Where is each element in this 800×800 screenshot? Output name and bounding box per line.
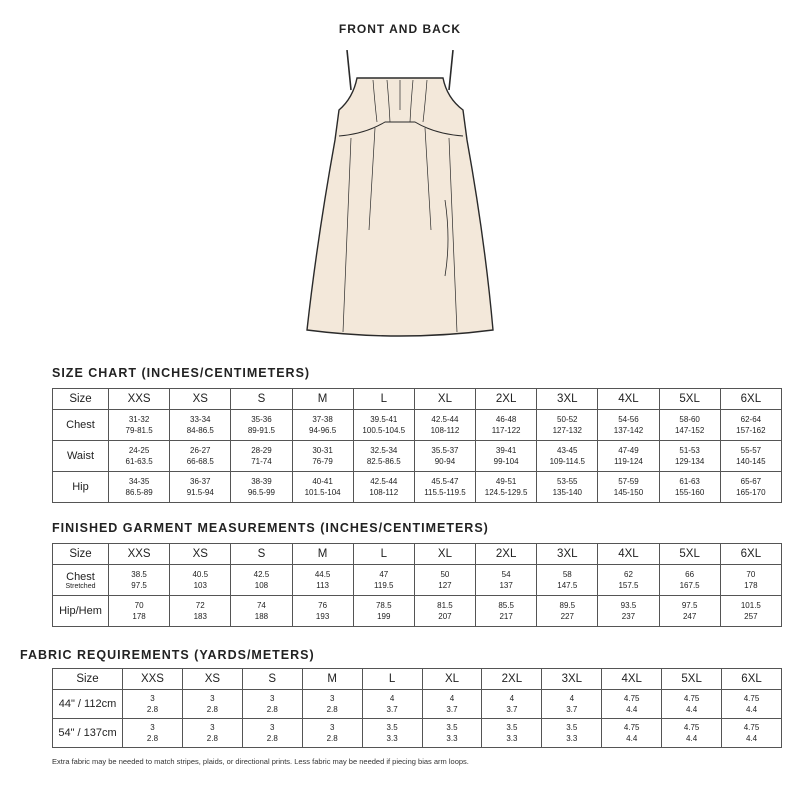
table-cell: 81.5 207 [414,596,475,627]
table-cell: 39.5-41 100.5-104.5 [353,410,414,441]
finished-measurements-table [52,543,782,627]
table-cell: 35.5-37 90-94 [414,441,475,472]
finished-measurements-title: FINISHED GARMENT MEASUREMENTS (INCHES/CENTIMETERS) [52,521,489,535]
table-cell: 37-38 94-96.5 [292,410,353,441]
header-size-m: M [292,389,353,410]
table-cell: 3 2.8 [182,690,242,719]
table-cell: 50 127 [414,565,475,596]
table-cell: 3 2.8 [182,719,242,748]
table-cell: 28-29 71-74 [231,441,292,472]
table-cell: 42.5-44 108-112 [414,410,475,441]
header-size-xs: XS [182,669,242,690]
table-cell: 61-63 155-160 [659,472,720,503]
table-cell: 38-39 96.5-99 [231,472,292,503]
table-cell: 39-41 99-104 [476,441,537,472]
header-size-label: Size [53,389,109,410]
header-size-6xl: 6XL [720,389,781,410]
table-cell: 44.5 113 [292,565,353,596]
header-size-l: L [353,389,414,410]
header-size-3xl: 3XL [537,389,598,410]
table-row [53,472,782,503]
table-cell: 47-49 119-124 [598,441,659,472]
header-size-xs: XS [170,544,231,565]
table-cell: 36-37 91.5-94 [170,472,231,503]
table-row [53,690,782,719]
header-size-m: M [292,544,353,565]
table-cell: 4.75 4.4 [662,690,722,719]
table-cell: 4.75 4.4 [602,690,662,719]
table-cell: 35-36 89-91.5 [231,410,292,441]
header-size-4xl: 4XL [598,544,659,565]
header-size-4xl: 4XL [602,669,662,690]
table-cell: 58 147.5 [537,565,598,596]
table-cell: 4.75 4.4 [662,719,722,748]
header-size-xl: XL [414,389,475,410]
table-cell: 51-53 129-134 [659,441,720,472]
table-cell: 33-34 84-86.5 [170,410,231,441]
table-cell: 76 193 [292,596,353,627]
header-size-3xl: 3XL [542,669,602,690]
header-size-xxs: XXS [123,669,183,690]
row-label: Chest [53,410,109,441]
header-size-5xl: 5XL [659,544,720,565]
header-size-6xl: 6XL [720,544,781,565]
table-cell: 97.5 247 [659,596,720,627]
header-size-s: S [231,389,292,410]
table-cell: 4 3.7 [362,690,422,719]
table-cell: 30-31 76-79 [292,441,353,472]
header-size-xxs: XXS [109,544,170,565]
table-cell: 85.5 217 [476,596,537,627]
table-cell: 74 188 [231,596,292,627]
table-cell: 38.5 97.5 [109,565,170,596]
table-cell: 101.5 257 [720,596,781,627]
table-cell: 3.5 3.3 [362,719,422,748]
table-cell: 78.5 199 [353,596,414,627]
table-cell: 42.5-44 108-112 [353,472,414,503]
table-cell: 54 137 [476,565,537,596]
table-row [53,565,782,596]
table-cell: 62 157.5 [598,565,659,596]
header-size-4xl: 4XL [598,389,659,410]
header-size-label: Size [53,544,109,565]
table-cell: 3.5 3.3 [422,719,482,748]
header-size-l: L [362,669,422,690]
header-size-6xl: 6XL [722,669,782,690]
header-size-m: M [302,669,362,690]
fabric-requirements-table [52,668,782,748]
size-chart-table [52,388,782,503]
dress-illustration [295,50,505,340]
table-cell: 93.5 237 [598,596,659,627]
row-label: Hip/Hem [53,596,109,627]
table-cell: 57-59 145-150 [598,472,659,503]
table-cell: 4 3.7 [542,690,602,719]
header-size-label: Size [53,669,123,690]
header-size-3xl: 3XL [537,544,598,565]
table-cell: 3 2.8 [123,690,183,719]
table-cell: 50-52 127-132 [537,410,598,441]
fabric-note: Extra fabric may be needed to match stripes, plaids, or directional prints. Less fabric may be needed if piecing bias arm loops. [52,757,469,766]
table-row [53,719,782,748]
table-cell: 58-60 147-152 [659,410,720,441]
header-size-s: S [242,669,302,690]
header-size-xl: XL [414,544,475,565]
table-cell: 54-56 137-142 [598,410,659,441]
header-size-xxs: XXS [109,389,170,410]
table-cell: 40.5 103 [170,565,231,596]
table-cell: 65-67 165-170 [720,472,781,503]
table-cell: 45.5-47 115.5-119.5 [414,472,475,503]
table-cell: 3 2.8 [123,719,183,748]
table-cell: 3.5 3.3 [482,719,542,748]
table-cell: 4.75 4.4 [722,719,782,748]
table-cell: 66 167.5 [659,565,720,596]
table-row [53,410,782,441]
row-label: Waist [53,441,109,472]
table-cell: 43-45 109-114.5 [537,441,598,472]
table-cell: 47 119.5 [353,565,414,596]
table-cell: 72 183 [170,596,231,627]
row-label: Chest Stretched [53,565,109,596]
table-cell: 3 2.8 [242,690,302,719]
table-cell: 4.75 4.4 [602,719,662,748]
header-size-s: S [231,544,292,565]
table-cell: 40-41 101.5-104 [292,472,353,503]
table-cell: 46-48 117-122 [476,410,537,441]
table-cell: 3 2.8 [302,719,362,748]
header-size-2xl: 2XL [482,669,542,690]
header-size-l: L [353,544,414,565]
header-size-2xl: 2XL [476,544,537,565]
table-row [53,441,782,472]
header-size-xl: XL [422,669,482,690]
table-row [53,596,782,627]
row-label: 54" / 137cm [53,719,123,748]
row-label: 44" / 112cm [53,690,123,719]
table-cell: 34-35 86.5-89 [109,472,170,503]
size-chart-title: SIZE CHART (INCHES/CENTIMETERS) [52,366,311,380]
table-cell: 70 178 [109,596,170,627]
table-cell: 3 2.8 [242,719,302,748]
table-cell: 49-51 124.5-129.5 [476,472,537,503]
table-cell: 55-57 140-145 [720,441,781,472]
table-cell: 32.5-34 82.5-86.5 [353,441,414,472]
table-cell: 4.75 4.4 [722,690,782,719]
header-size-xs: XS [170,389,231,410]
header-size-5xl: 5XL [659,389,720,410]
table-cell: 26-27 66-68.5 [170,441,231,472]
table-cell: 24-25 61-63.5 [109,441,170,472]
table-cell: 4 3.7 [482,690,542,719]
row-label: Hip [53,472,109,503]
table-cell: 62-64 157-162 [720,410,781,441]
page-title: FRONT AND BACK [338,22,462,36]
fabric-requirements-title: FABRIC REQUIREMENTS (YARDS/METERS) [20,648,315,662]
table-cell: 4 3.7 [422,690,482,719]
header-size-2xl: 2XL [476,389,537,410]
table-cell: 31-32 79-81.5 [109,410,170,441]
header-size-5xl: 5XL [662,669,722,690]
table-cell: 3 2.8 [302,690,362,719]
table-cell: 70 178 [720,565,781,596]
table-cell: 89.5 227 [537,596,598,627]
table-cell: 3.5 3.3 [542,719,602,748]
table-cell: 42.5 108 [231,565,292,596]
table-cell: 53-55 135-140 [537,472,598,503]
